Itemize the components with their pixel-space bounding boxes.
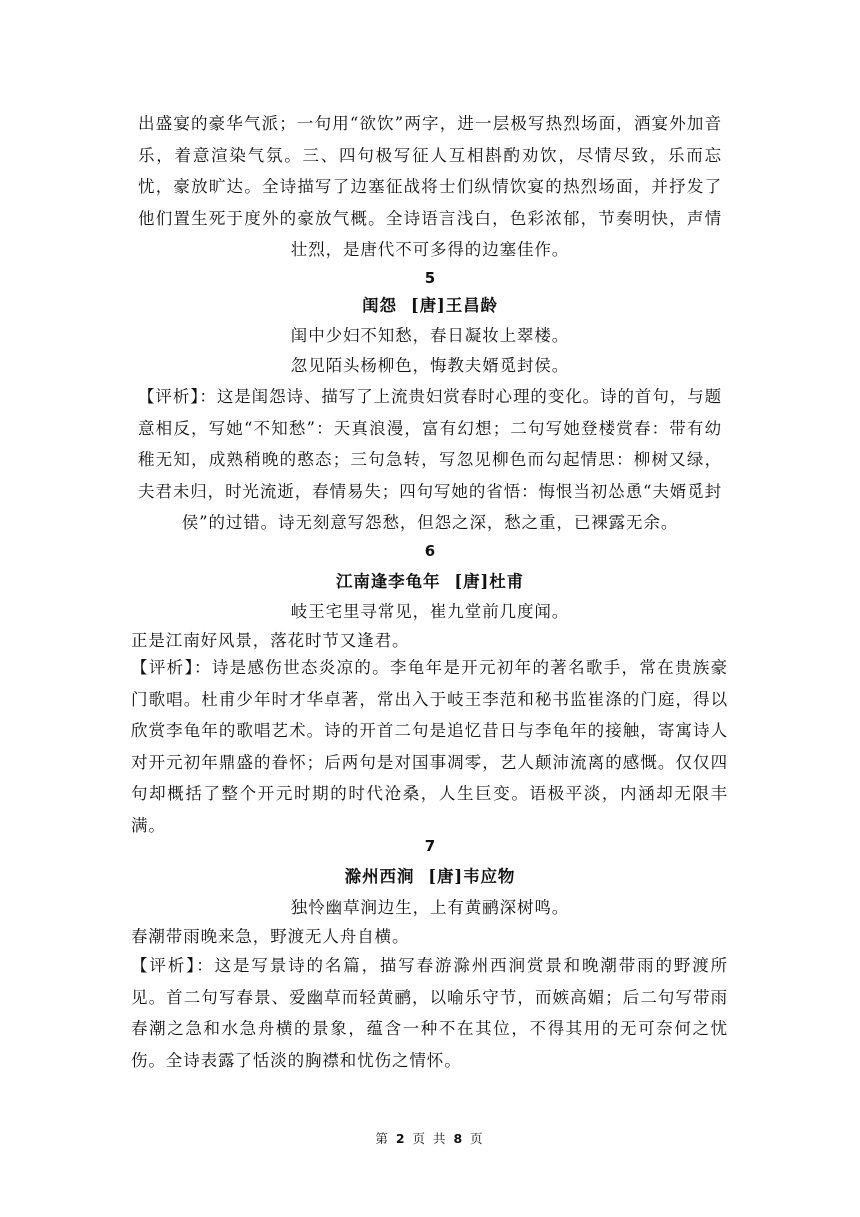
poem-title: 闺怨	[362, 296, 397, 315]
poem-number: 6	[424, 542, 436, 560]
poem-author: 杜甫	[489, 572, 525, 591]
poem-dynasty: [唐]	[428, 867, 464, 886]
poem-author: 韦应物	[463, 867, 516, 886]
poem-line: 忽见陌头杨柳色，悔教夫婿觅封侯。	[290, 356, 570, 375]
poem-commentary: 【评析】：这是写景诗的名篇，描写春游滁州西涧赏景和晚潮带雨的野渡所见。首二句写春景、爱幽草而轻黄鹂，以喻乐守节，而嫉高媚；后二句写带雨春潮之急和水急舟横的景象，蕴含一种不在其位，不得其用的无可奈何之忧伤。全诗表露了恬淡的胸襟和忧伤之情怀。	[131, 956, 728, 1070]
poem-dynasty: [唐]	[410, 296, 446, 315]
footer-prefix: 第	[375, 1131, 390, 1146]
poem-line: 正是江南好风景，落花时节又逢君。	[131, 631, 410, 650]
poem-title-line	[0, 568, 860, 592]
poem-commentary: 【评析】：诗是感伤世态炎凉的。李龟年是开元初年的著名歌手，常在贵族豪门歌唱。杜甫少年时才华卓著，常出入于岐王李范和秘书监崔涤的门庭，得以欣赏李龟年的歌唱艺术。诗的开首二句是追忆昔日与李龟年的接触，寄寓诗人对开元初年鼎盛的眷怀；后两句是对国事凋零，艺人颠沛流离的感慨。仅仅四句却概括了整个开元时期的时代沧桑，人生巨变。语极平淡，内涵却无限丰满。	[131, 658, 728, 835]
page-footer	[0, 1129, 860, 1147]
poem-number: 5	[424, 269, 436, 287]
poem-line: 春潮带雨晚来急，野渡无人舟自横。	[131, 927, 410, 946]
poem-dynasty: [唐]	[454, 572, 490, 591]
poem-title: 江南逢李龟年	[335, 572, 441, 591]
poem-author: 王昌龄	[445, 296, 498, 315]
poem-line: 岐王宅里寻常见，崔九堂前几度闻。	[290, 602, 570, 621]
poem-title: 滁州西涧	[344, 867, 415, 886]
footer-middle: 页 共	[412, 1131, 448, 1146]
poem-number: 7	[424, 837, 436, 855]
poem-line: 独怜幽草涧边生，上有黄鹂深树鸣。	[290, 898, 570, 917]
total-pages-number: 8	[453, 1131, 465, 1146]
current-page-number: 2	[395, 1131, 407, 1146]
poem-title-line	[0, 292, 860, 316]
poem-title-line	[0, 863, 860, 887]
poem-commentary: 【评析】：这是闺怨诗、描写了上流贵妇赏春时心理的变化。诗的首句，与题意相反，写她“不知愁”：天真浪漫，富有幻想；二句写她登楼赏春：带有幼稚无知，成熟稍晚的憨态；三句急转，写忽见柳色而勾起情思：柳树又绿，夫君未归，时光流逝，春情易失；四句写她的省悟：悔恨当初怂恿“夫婿觅封侯”的过错。诗无刻意写怨愁，但怨之深，愁之重，已裸露无余。	[138, 387, 722, 532]
poem-line: 闺中少妇不知愁，春日凝妆上翠楼。	[290, 326, 570, 345]
footer-suffix: 页	[470, 1131, 485, 1146]
continued-commentary: 出盛宴的豪华气派；一句用“欲饮”两字，进一层极写热烈场面，酒宴外加音乐，着意渲染气氛。三、四句极写征人互相斟酌劝饮，尽情尽致，乐而忘忧，豪放旷达。全诗描写了边塞征战将士们纵情饮宴的热烈场面，并抒发了他们置生死于度外的豪放气概。全诗语言浅白，色彩浓郁，节奏明快，声情壮烈，是唐代不可多得的边塞佳作。	[138, 114, 722, 259]
